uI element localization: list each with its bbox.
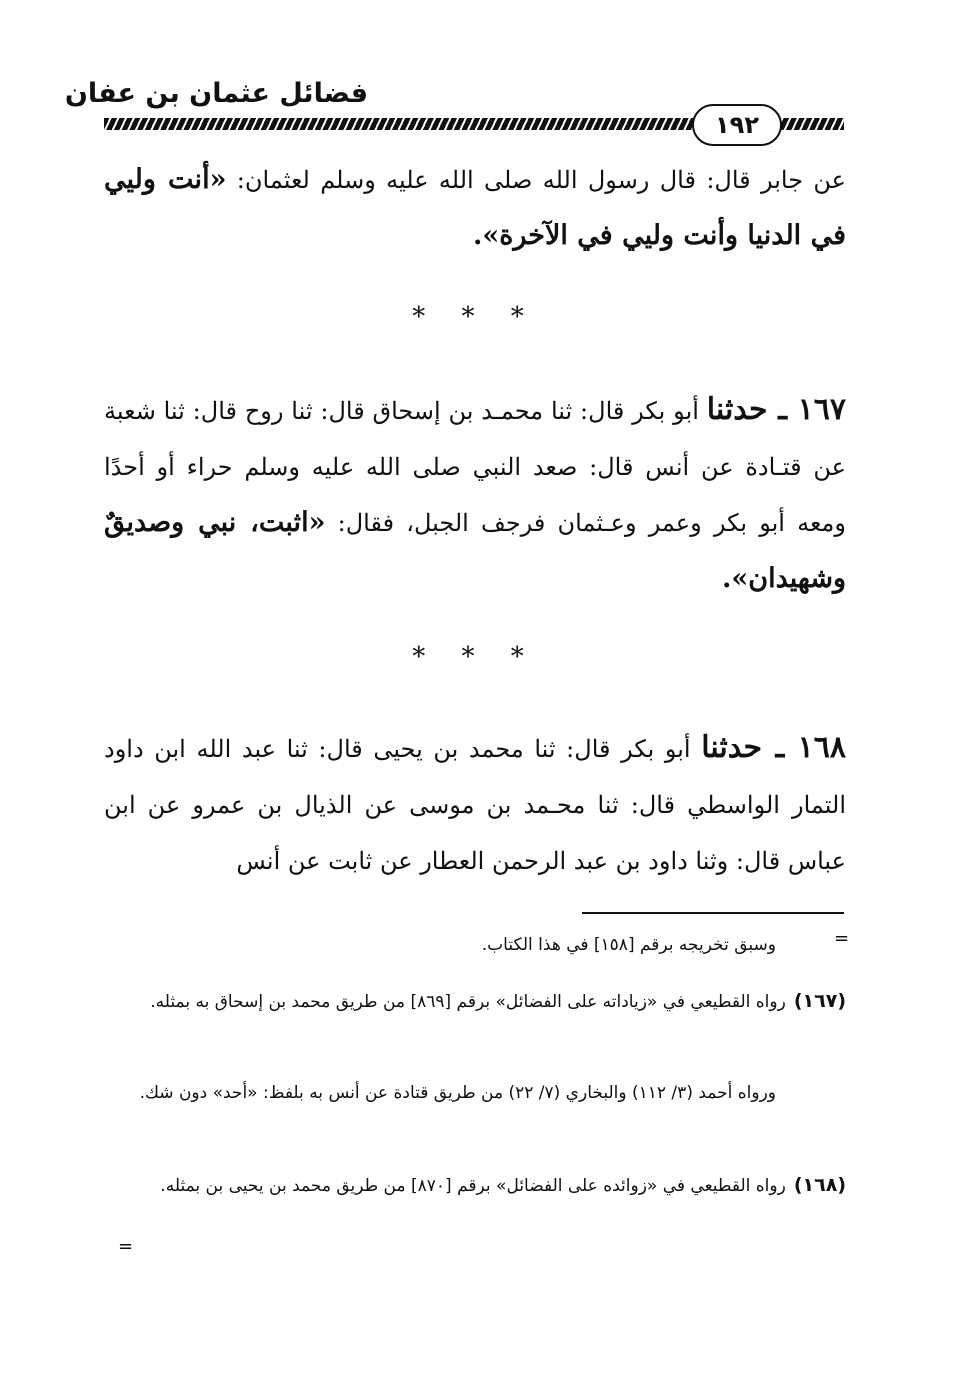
footnote-text: رواه القطيعي في «زياداته على الفضائل» برقم [٨٦٩] من طريق محمد بن إسحاق به بمثله.: [150, 992, 786, 1012]
page-number: ١٩٢: [692, 104, 782, 146]
hadith-text: أبو بكر قال: ثنا محمـد بن إسحاق قال: ثنا روح قال: ثنا شعبة عن قتـادة عن أنس قال: صعد النبي صلى الله عليه وسلم حراء أو أحدًا ومعه أبو بكر وعمر وعـثمان فرجف الجبل، فقال:: [104, 397, 846, 537]
section-separator: * * *: [412, 302, 538, 332]
hadith-text: أبو بكر قال: ثنا محمد بن يحيى قال: ثنا عبد الله ابن داود التمار الواسطي قال: ثنا محـمد بن موسى عن الذيال بن عمرو عن ابن عباس قال: وثنا داود بن عبد الرحمن العطار عن ثابت عن أنس: [104, 735, 846, 875]
section-separator: * * *: [412, 642, 538, 672]
footnote-continued: وسبق تخريجه برقم [١٥٨] في هذا الكتاب.: [481, 935, 776, 955]
hadith-number: ١٦٧ ـ حدثنا: [706, 392, 846, 427]
footnote-continuation-marker: =: [834, 928, 850, 949]
footnote-167: [104, 980, 846, 1023]
footnote-168: [104, 1164, 846, 1207]
footnote-number: (١٦٧): [793, 990, 846, 1012]
hadith-168: [104, 720, 846, 889]
footnote-167-continued: ورواه أحمد (٣/ ١١٢) والبخاري (٧/ ٢٢) من طريق قتادة عن أنس به بلفظ: «أحد» دون شك.: [139, 1083, 776, 1103]
hadith-number: ١٦٨ ـ حدثنا: [701, 730, 847, 765]
hadith-quote: «اثبت، نبي وصديقٌ وشهيدان».: [104, 507, 846, 594]
paragraph-text: عن جابر قال: قال رسول الله صلى الله عليه وسلم لعثمان:: [226, 166, 846, 194]
hadith-167: [104, 382, 846, 607]
footnote-number: (١٦٨): [793, 1174, 846, 1196]
paragraph-jabir: [104, 152, 846, 264]
footnote-rule: [582, 912, 844, 914]
footnote-text: رواه القطيعي في «زوائده على الفضائل» برقم [٨٧٠] من طريق محمد بن يحيى بن بمثله.: [160, 1176, 786, 1196]
hadith-quote: «أنت وليي في الدنيا وأنت وليي في الآخرة».: [104, 164, 846, 251]
footnote-end-marker: =: [118, 1236, 134, 1257]
running-header-title: فضائل عثمان بن عفان: [64, 78, 368, 109]
